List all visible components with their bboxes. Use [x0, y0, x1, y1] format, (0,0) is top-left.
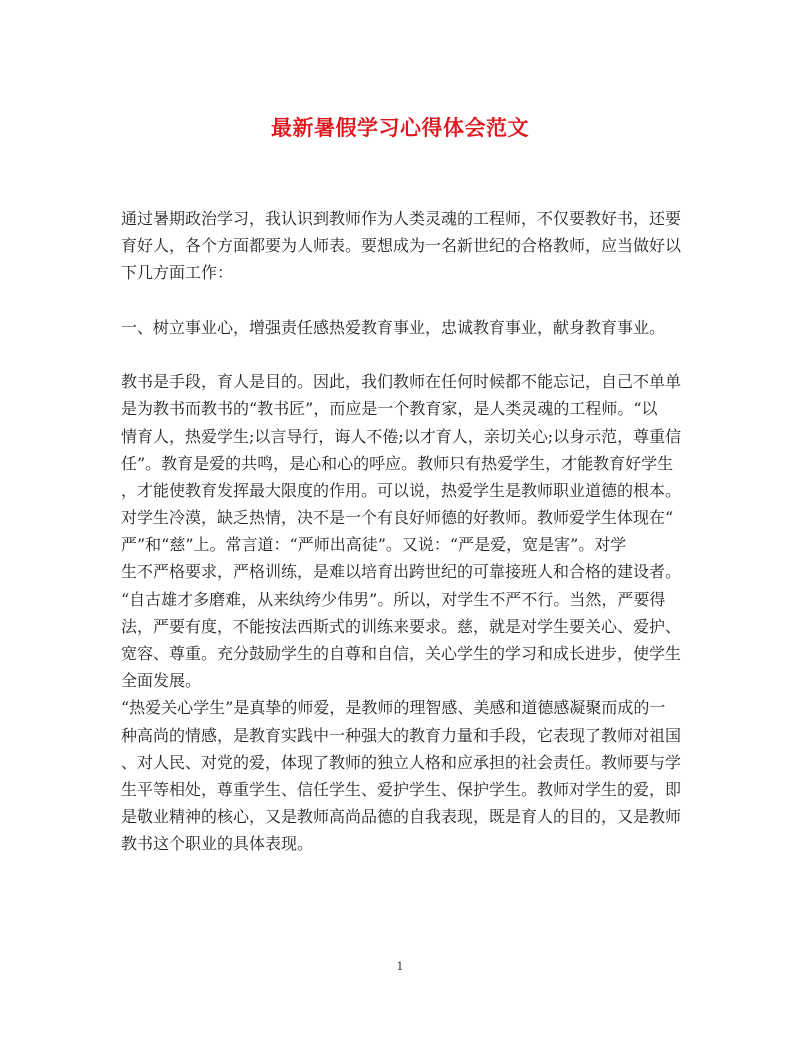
text-line: 教书是手段，育人是目的。因此，我们教师在任何时候都不能忘记，自己不单单	[121, 372, 682, 392]
document-body	[121, 205, 686, 858]
section-heading	[121, 314, 686, 341]
text-line: 情育人，热爱学生;以言导行，诲人不倦;以才育人，亲切关心;以身示范，尊重信	[121, 426, 682, 446]
text-line: 生平等相处，尊重学生、信任学生、爱护学生、保护学生。教师对学生的爱，即	[121, 779, 682, 799]
document-title: 最新暑假学习心得体会范文	[271, 116, 529, 140]
text-line: “自古雄才多磨难，从来纨绔少伟男”。所以，对学生不严不行。当然，严要得	[121, 589, 666, 609]
text-line: “热爱关心学生”是真挚的师爱，是教师的理智感、美感和道德感凝聚而成的一	[121, 698, 666, 718]
body-paragraph-1	[121, 368, 686, 694]
text-line: 宽容、尊重。充分鼓励学生的自尊和自信，关心学生的学习和成长进步，使学生	[121, 644, 682, 663]
text-line: 任”。教育是爱的共鸣，是心和心的呼应。教师只有热爱学生，才能教育好学生	[121, 453, 674, 473]
text-line: 种高尚的情感，是教育实践中一种强大的教育力量和手段，它表现了教师对祖国	[121, 725, 682, 745]
text-line: 严”和“慈”上。常言道：“严师出高徒”。又说：“严是爱，宽是害”。对学	[121, 535, 627, 555]
text-line: 育好人，各个方面都要为人师表。要想成为一名新世纪的合格教师，应当做好以	[121, 236, 682, 256]
body-paragraph-2	[121, 694, 686, 857]
page-number: 1	[396, 960, 404, 973]
text-line: 教书这个职业的具体表现。	[121, 834, 314, 854]
text-line: 法，严要有度，不能按法西斯式的训练来要求。慈，就是对学生要关心、爱护、	[121, 616, 682, 636]
text-line: 通过暑期政治学习，我认识到教师作为人类灵魂的工程师，不仅要教好书，还要	[121, 209, 682, 228]
text-line: 、对人民、对党的爱，体现了教师的独立人格和应承担的社会责任。教师要与学	[121, 752, 682, 772]
text-line: ，才能使教育发挥最大限度的作用。可以说，热爱学生是教师职业道德的根本。	[121, 480, 682, 500]
paragraph-gap	[121, 341, 686, 368]
text-line: 生不严格要求，严格训练，是难以培育出跨世纪的可靠接班人和合格的建设者。	[121, 562, 682, 582]
text-line: 下几方面工作：	[121, 263, 234, 283]
text-line: 是为教书而教书的“教书匠”，而应是一个教育家，是人类灵魂的工程师。“以	[121, 399, 658, 419]
paragraph-gap	[121, 287, 686, 314]
heading-line: 一、树立事业心，增强责任感热爱教育事业，忠诚教育事业，献身教育事业。	[121, 317, 666, 337]
text-line: 对学生冷漠，缺乏热情，决不是一个有良好师德的好教师。教师爱学生体现在“	[121, 508, 674, 528]
intro-paragraph	[121, 205, 686, 287]
text-line: 全面发展。	[121, 671, 202, 691]
text-line: 是敬业精神的核心，又是教师高尚品德的自我表现，既是育人的目的，又是教师	[121, 807, 682, 827]
